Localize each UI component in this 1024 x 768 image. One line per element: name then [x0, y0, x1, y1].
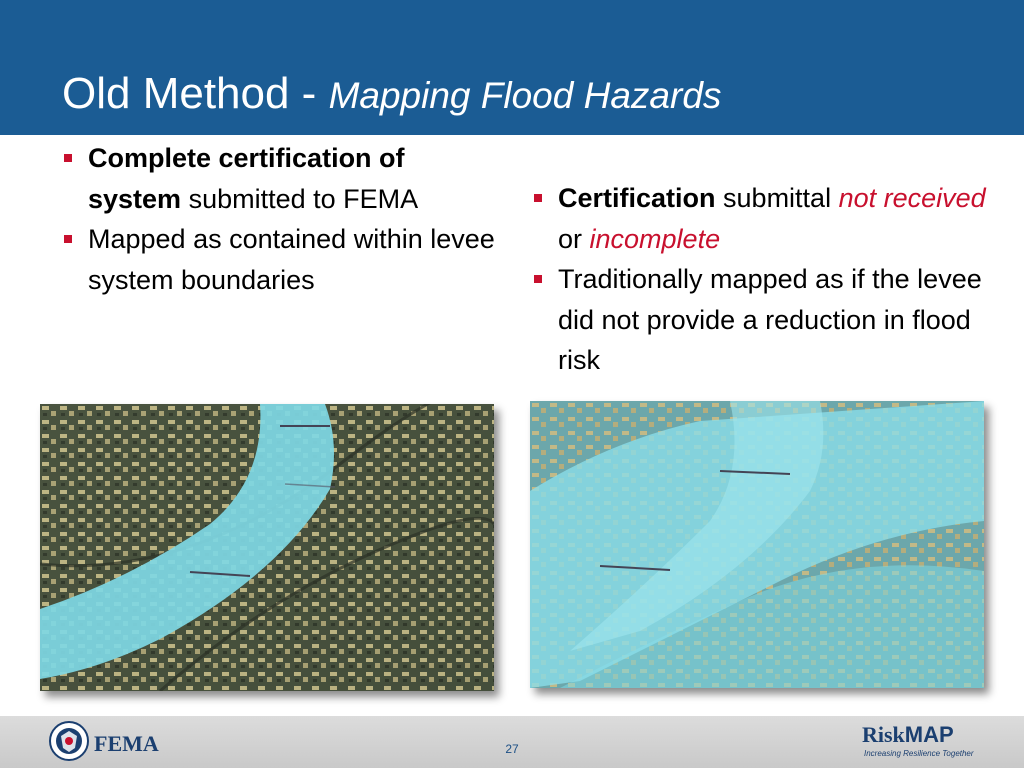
flood-map-contained	[40, 404, 494, 691]
left-bullet-2	[62, 219, 502, 300]
fema-logo-text: FEMA	[94, 731, 159, 756]
square-bullet-icon	[534, 194, 542, 202]
left-bullet-1-text: submitted to FEMA	[181, 183, 419, 214]
riskmap-logo	[862, 724, 954, 746]
riskmap-logo-risk: Risk	[862, 722, 905, 747]
right-bullet-1-incomplete: incomplete	[589, 223, 721, 254]
flood-map-uncertified	[530, 401, 984, 688]
right-bullet-1	[532, 178, 992, 259]
slide-subtitle: Mapping Flood Hazards	[328, 75, 722, 116]
left-bullet-1-bold: Complete certification of system	[88, 143, 405, 214]
right-bullet-2	[532, 259, 992, 381]
page-number: 27	[505, 742, 519, 756]
right-bullet-2-text: Traditionally mapped as if the levee did not provide a reduction in flood risk	[558, 264, 982, 375]
right-bullet-1-text: submittal	[715, 183, 839, 213]
square-bullet-icon	[64, 235, 72, 243]
right-bullet-1-bold: Certification	[558, 183, 716, 213]
slide-title	[62, 69, 722, 118]
slide-title-main: Old Method -	[62, 69, 317, 118]
riskmap-logo-map: MAP	[904, 722, 954, 747]
left-bullet-2-text: Mapped as contained within levee system boundaries	[88, 224, 495, 295]
right-bullet-1-or: or	[558, 223, 590, 254]
aerial-map-image	[40, 404, 494, 691]
aerial-map-image	[530, 401, 984, 688]
right-bullet-list	[532, 178, 992, 381]
left-bullet-1	[62, 138, 502, 219]
square-bullet-icon	[534, 275, 542, 283]
left-bullet-list	[62, 138, 502, 300]
square-bullet-icon	[64, 154, 72, 162]
dhs-seal-icon	[48, 720, 90, 762]
right-bullet-1-not-received: not received	[838, 183, 986, 213]
riskmap-tagline: Increasing Resilience Together	[864, 749, 974, 758]
